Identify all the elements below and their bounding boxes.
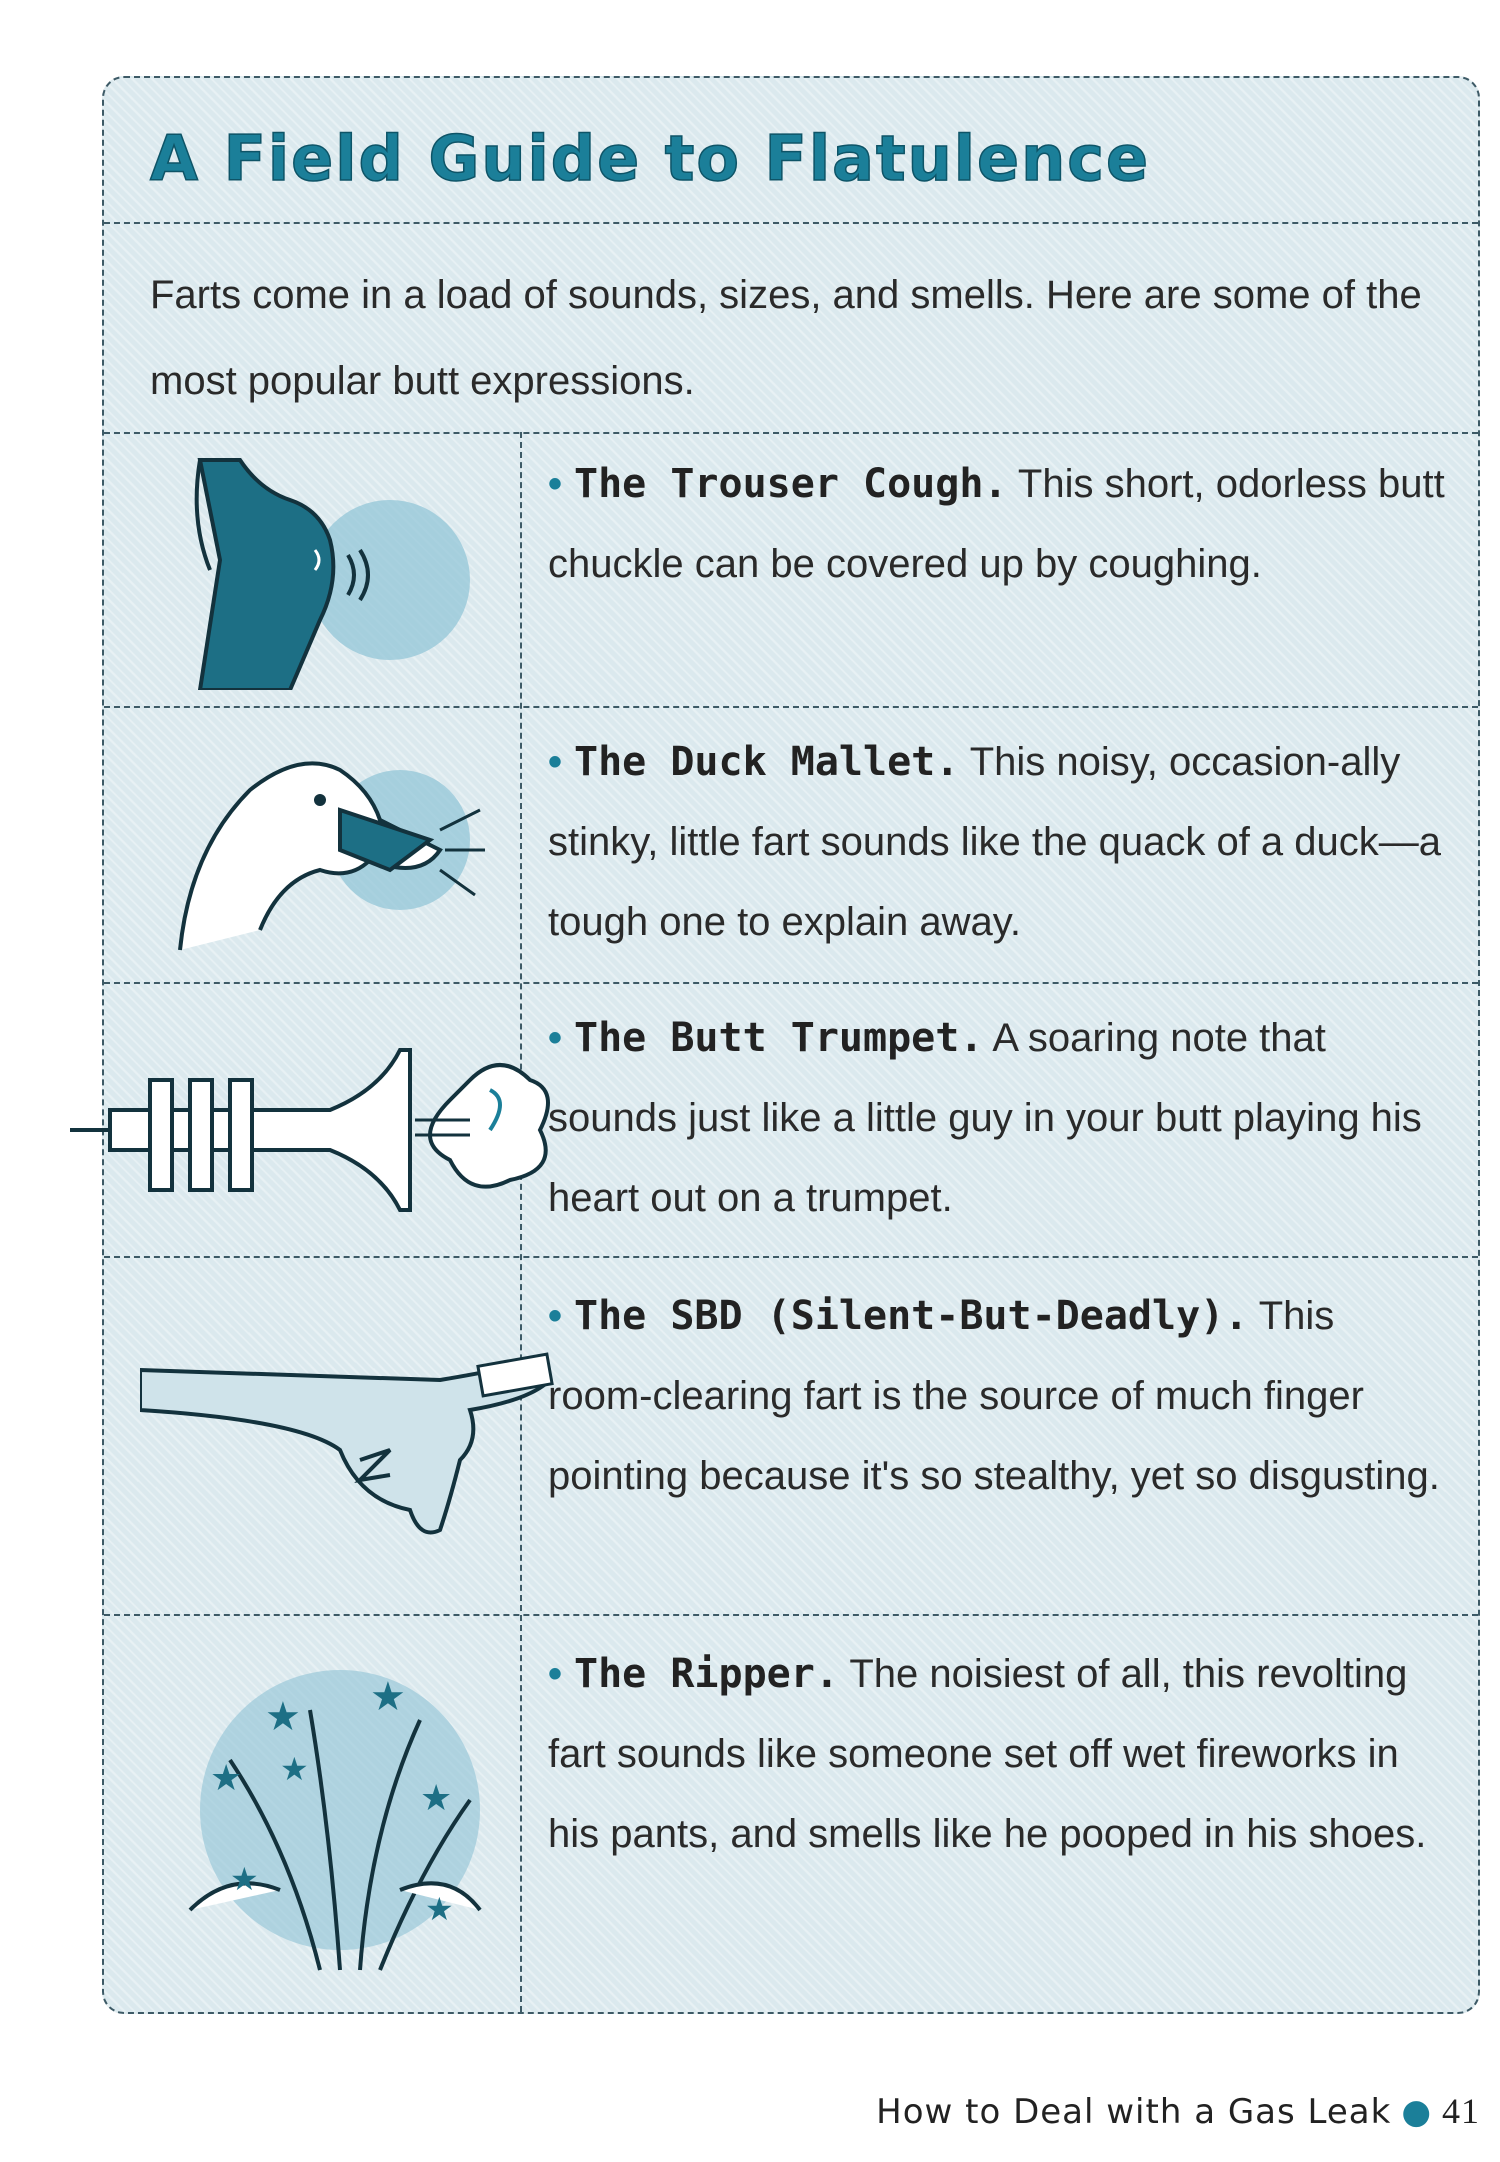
divider-row-2	[104, 982, 1478, 984]
entry-desc: This noisy, occasion-ally stinky, little fart sounds like the quack of a duck—a tough one to explain away.	[548, 740, 1442, 944]
svg-text:★: ★	[230, 1860, 259, 1898]
entry-butt-trumpet	[548, 998, 1448, 1238]
bullet-icon: •	[548, 740, 563, 784]
svg-text:★: ★	[420, 1778, 453, 1819]
trumpet-illustration	[50, 1010, 570, 1230]
divider-intro	[104, 432, 1478, 434]
entry-desc: This room-clearing fart is the source of much finger pointing because it's so stealthy, yet so disgusting.	[548, 1294, 1440, 1498]
page-number: 41	[1442, 2091, 1480, 2131]
entry-trouser-cough	[548, 444, 1448, 604]
pointing-hand-illustration	[140, 1330, 560, 1550]
entry-desc: The noisiest of all, this revolting fart sounds like someone set off wet fireworks in his pants, and smells like he pooped in his shoes.	[548, 1652, 1427, 1856]
bullet-icon: •	[548, 462, 563, 506]
entry-name: The Butt Trumpet.	[574, 1015, 984, 1061]
trouser-cough-illustration	[180, 450, 480, 690]
svg-text:★: ★	[265, 1694, 301, 1740]
svg-text:★: ★	[280, 1750, 309, 1788]
page-footer	[876, 2090, 1480, 2132]
entry-name: The Duck Mallet.	[574, 739, 960, 785]
fireworks-illustration	[170, 1650, 500, 1980]
svg-text:★: ★	[210, 1758, 243, 1799]
bullet-icon: •	[548, 1294, 563, 1338]
page-title: A Field Guide to Flatulence	[150, 122, 1151, 195]
bullet-icon: •	[548, 1016, 563, 1060]
entry-name: The Trouser Cough.	[574, 461, 1008, 507]
divider-row-1	[104, 706, 1478, 708]
entry-desc: A soaring note that sounds just like a little guy in your butt playing his heart out on a trumpet.	[548, 1016, 1422, 1220]
duck-illustration	[170, 730, 490, 960]
entry-ripper	[548, 1634, 1448, 1874]
divider-row-3	[104, 1256, 1478, 1258]
entry-name: The Ripper.	[574, 1651, 839, 1697]
svg-text:★: ★	[425, 1890, 454, 1928]
divider-title	[104, 222, 1478, 224]
entry-sbd	[548, 1276, 1448, 1516]
bullet-icon: •	[548, 1652, 563, 1696]
entry-duck-mallet	[548, 722, 1448, 962]
footer-dot-icon: ●	[1401, 2092, 1432, 2132]
svg-text:★: ★	[370, 1674, 406, 1720]
entry-desc: This short, odorless butt chuckle can be covered up by coughing.	[548, 462, 1445, 586]
footer-section-title: How to Deal with a Gas Leak	[876, 2092, 1392, 2132]
entry-name: The SBD (Silent-But-Deadly).	[574, 1293, 1249, 1339]
intro-text: Farts come in a load of sounds, sizes, and smells. Here are some of the most popular butt expressions.	[150, 273, 1422, 403]
divider-row-4	[104, 1614, 1478, 1616]
